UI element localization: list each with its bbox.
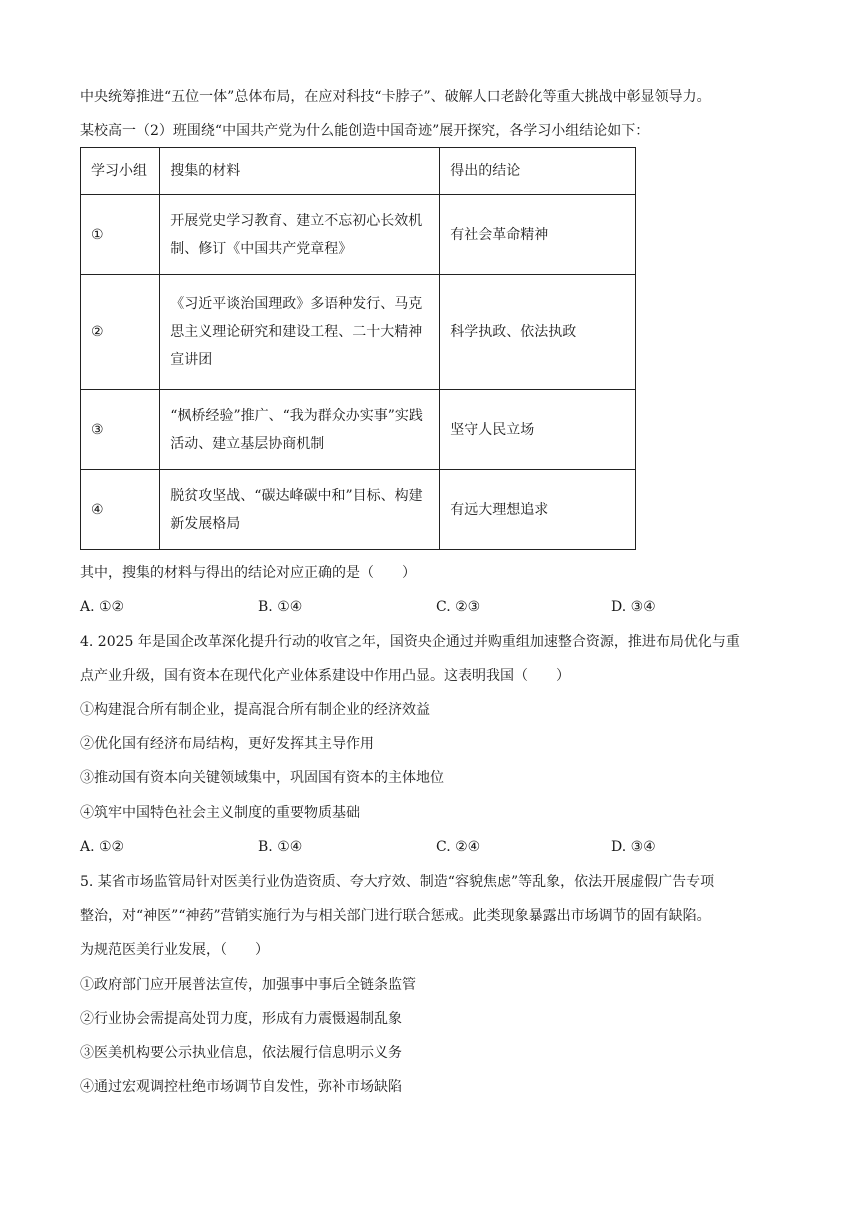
table-header-row xyxy=(81,148,636,195)
header-group: 学习小组 xyxy=(81,148,160,195)
study-group-table xyxy=(80,147,636,550)
q4-statement-2: ②优化国有经济布局结构，更好发挥其主导作用 xyxy=(80,736,374,752)
row-group: ① xyxy=(81,195,160,275)
row-group: ③ xyxy=(81,390,160,470)
q5-statement-1: ①政府部门应开展普法宣传，加强事中事后全链条监管 xyxy=(80,977,416,993)
table-row xyxy=(81,275,636,390)
row-group: ② xyxy=(81,275,160,390)
q5-statement-3: ③医美机构要公示执业信息，依法履行信息明示义务 xyxy=(80,1045,402,1061)
q4-stem-line-1: 4. 2025 年是国企改革深化提升行动的收官之年，国资央企通过并购重组加速整合资源，推进布局优化与重 xyxy=(80,634,740,650)
row-conclusion: 科学执政、依法执政 xyxy=(440,275,636,390)
row-material: 脱贫攻坚战、“碳达峰碳中和”目标、构建新发展格局 xyxy=(160,470,440,550)
q3-option-d[interactable]: D. ③④ xyxy=(611,599,656,615)
q4-stem-line-2: 点产业升级，国有资本在现代化产业体系建设中作用凸显。这表明我国（ ） xyxy=(80,668,570,684)
q3-stem: 其中，搜集的材料与得出的结论对应正确的是（ ） xyxy=(80,565,416,581)
q4-option-b[interactable]: B. ①④ xyxy=(258,839,303,855)
q5-statement-2: ②行业协会需提高处罚力度，形成有力震慑遏制乱象 xyxy=(80,1011,402,1027)
row-conclusion: 坚守人民立场 xyxy=(440,390,636,470)
q4-option-a[interactable]: A. ①② xyxy=(80,839,125,855)
q4-statement-1: ①构建混合所有制企业，提高混合所有制企业的经济效益 xyxy=(80,702,430,718)
q4-statement-4: ④筑牢中国特色社会主义制度的重要物质基础 xyxy=(80,805,360,821)
q5-stem-line-1: 5. 某省市场监管局针对医美行业伪造资质、夸大疗效、制造“容貌焦虑”等乱象，依法开展虚假广告专项 xyxy=(80,874,715,890)
q3-option-b[interactable]: B. ①④ xyxy=(258,599,303,615)
row-material: 开展党史学习教育、建立不忘初心长效机制、修订《中国共产党章程》 xyxy=(160,195,440,275)
row-material: “枫桥经验”推广、“我为群众办实事”实践活动、建立基层协商机制 xyxy=(160,390,440,470)
table-row xyxy=(81,390,636,470)
header-material: 搜集的材料 xyxy=(160,148,440,195)
q5-statement-4: ④通过宏观调控杜绝市场调节自发性，弥补市场缺陷 xyxy=(80,1079,402,1095)
q4-statement-3: ③推动国有资本向关键领域集中，巩固国有资本的主体地位 xyxy=(80,770,444,786)
q3-option-a[interactable]: A. ①② xyxy=(80,599,125,615)
table-row xyxy=(81,195,636,275)
row-material: 《习近平谈治国理政》多语种发行、马克思主义理论研究和建设工程、二十大精神宣讲团 xyxy=(160,275,440,390)
q3-option-c[interactable]: C. ②③ xyxy=(436,599,481,615)
q5-stem-line-2: 整治，对“神医”“神药”营销实施行为与相关部门进行联合惩戒。此类现象暴露出市场调节的固有缺陷。 xyxy=(80,908,711,924)
table-row xyxy=(81,470,636,550)
q5-stem-line-3: 为规范医美行业发展，（ ） xyxy=(80,942,269,958)
intro-line-2: 某校高一（2）班围绕“中国共产党为什么能创造中国奇迹”展开探究，各学习小组结论如下： xyxy=(80,123,650,139)
q4-option-c[interactable]: C. ②④ xyxy=(436,839,481,855)
intro-line-1: 中央统筹推进“五位一体”总体布局，在应对科技“卡脖子”、破解人口老龄化等重大挑战中彰显领导力。 xyxy=(80,89,711,105)
header-conclusion: 得出的结论 xyxy=(440,148,636,195)
q4-option-d[interactable]: D. ③④ xyxy=(611,839,656,855)
row-group: ④ xyxy=(81,470,160,550)
row-conclusion: 有远大理想追求 xyxy=(440,470,636,550)
row-conclusion: 有社会革命精神 xyxy=(440,195,636,275)
